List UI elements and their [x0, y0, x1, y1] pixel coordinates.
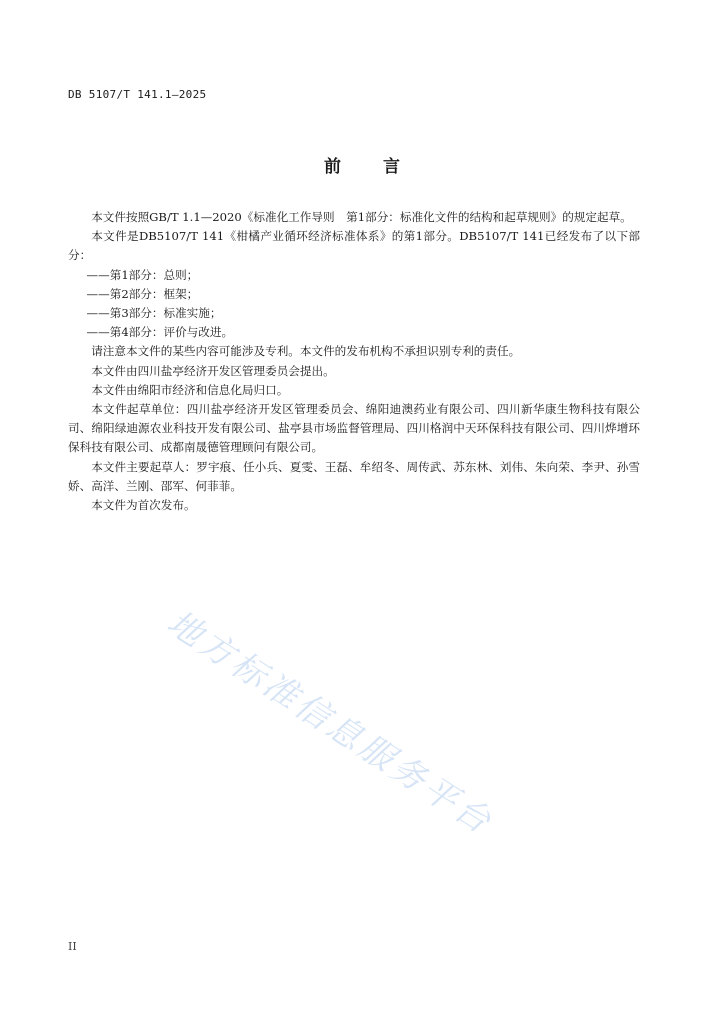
part-list-item: ——第4部分：评价与改进。	[86, 325, 234, 340]
paragraph: 本文件起草单位：四川盐亭经济开发区管理委员会、绵阳迪澳药业有限公司、四川新华康生物科技有限公司、绵阳绿迪源农业科技开发有限公司、盐亭县市场监督管理局、四川格润中天环保科技有限公司、四川烨增环保科技有限公司、成都南晟德管理顾问有限公司。	[68, 402, 640, 455]
paragraph: 本文件由四川盐亭经济开发区管理委员会提出。	[91, 363, 335, 378]
foreword-body	[68, 208, 640, 515]
paragraph: 本文件为首次发布。	[91, 498, 196, 513]
title-char-2: 言	[383, 157, 400, 177]
watermark: 地方标准信息服务平台	[159, 602, 501, 844]
paragraph: 本文件主要起草人：罗宇痕、任小兵、夏雯、王磊、牟绍冬、周传武、苏东林、刘伟、朱向荣、李尹、孙雪娇、高洋、兰刚、邵军、何菲菲。	[68, 459, 640, 493]
part-list-item: ——第1部分：总则；	[86, 267, 199, 282]
paragraph: 本文件按照GB/T 1.1—2020《标准化工作导则 第1部分：标准化文件的结构和起草规则》的规定起草。	[91, 210, 632, 224]
page-number: II	[68, 940, 77, 953]
paragraph: 本文件是DB5107/T 141《柑橘产业循环经济标准体系》的第1部分。DB5107/T 141已经发布了以下部分：	[68, 229, 640, 263]
document-code: DB 5107/T 141.1—2025	[68, 88, 207, 101]
title-char-1: 前	[324, 157, 341, 177]
page-title	[0, 152, 724, 177]
part-list-item: ——第3部分：标准实施；	[86, 306, 222, 321]
paragraph: 本文件由绵阳市经济和信息化局归口。	[91, 382, 289, 397]
part-list-item: ——第2部分：框架；	[86, 286, 199, 301]
paragraph: 请注意本文件的某些内容可能涉及专利。本文件的发布机构不承担识别专利的责任。	[91, 344, 521, 359]
